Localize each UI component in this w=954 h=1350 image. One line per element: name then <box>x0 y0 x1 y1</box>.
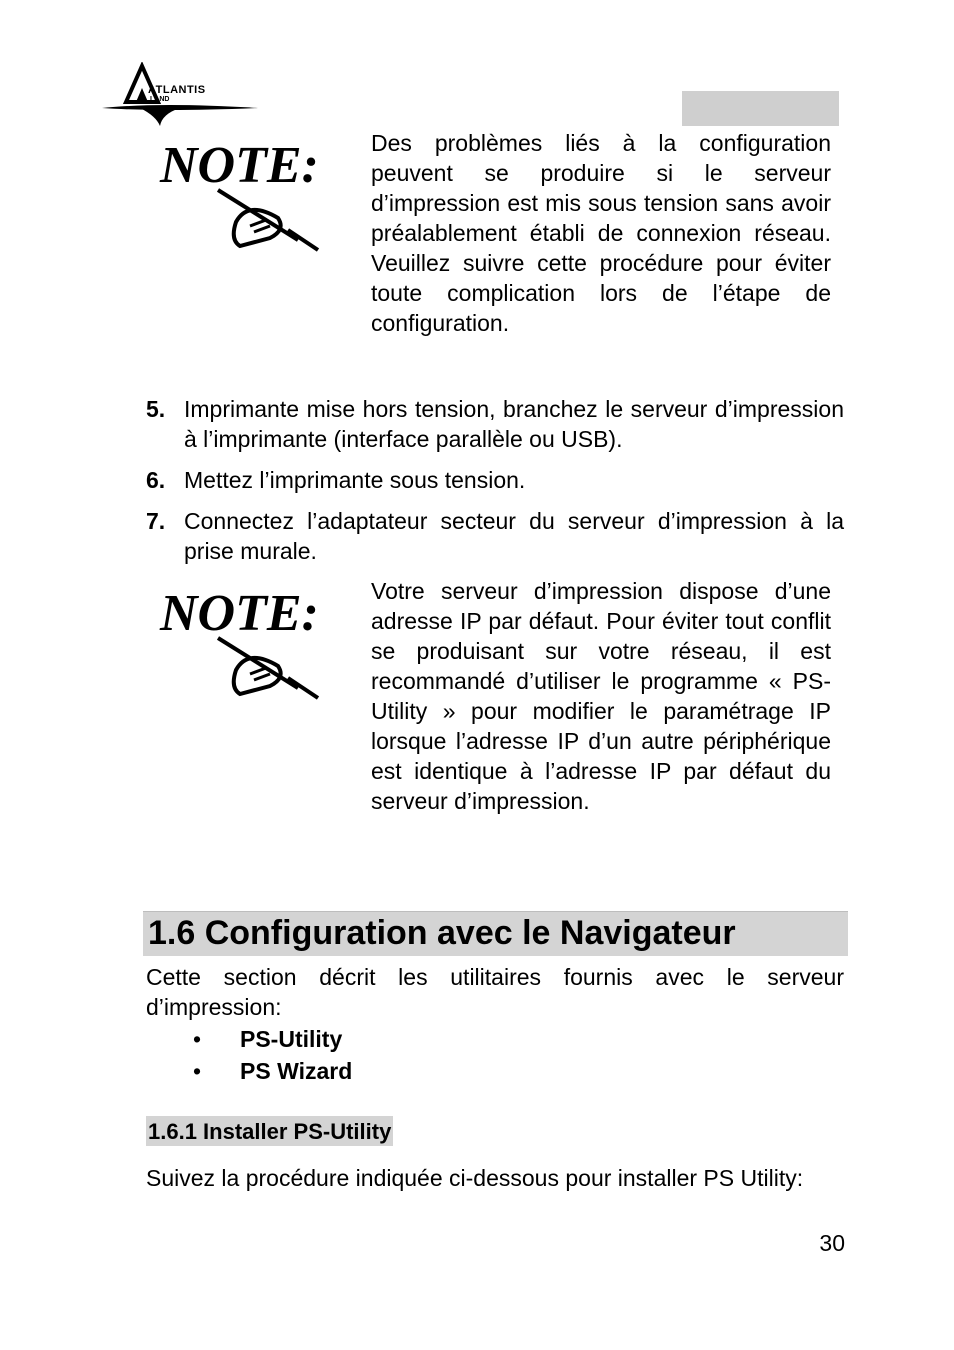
subsection-title: 1.6.1 Installer PS-Utility <box>146 1116 393 1146</box>
step-text: Connectez l’adaptateur secteur du serveur d’impression à la prise murale. <box>184 508 844 564</box>
atlantis-logo <box>100 62 260 126</box>
logo-text: ATLANTIS <box>148 84 206 96</box>
step-5 <box>146 394 844 454</box>
step-text: Imprimante mise hors tension, branchez le serveur d’impression à l’imprimante (interface parallèle ou USB). <box>184 396 844 452</box>
svg-text:NOTE:: NOTE: <box>160 137 319 194</box>
svg-text:NOTE:: NOTE: <box>160 585 319 642</box>
header-gray-box <box>682 91 839 126</box>
section-title: 1.6 Configuration avec le Navigateur <box>148 914 736 952</box>
bullet: • <box>193 1058 202 1084</box>
note-1-text: Des problèmes liés à la configuration peuvent se produire si le serveur d’impression est mis sous tension sans avoir préalablement établi de connexion réseau. Veuillez suivre cette procédure pour éviter toute complication lors de l’étape de configuration. <box>371 130 831 336</box>
step-number: 6. <box>146 467 166 493</box>
note-icon <box>158 578 328 703</box>
list-item <box>193 1056 352 1086</box>
step-6 <box>146 465 844 495</box>
bullet-label: PS-Utility <box>240 1026 343 1052</box>
note-icon <box>158 130 328 255</box>
step-number: 5. <box>146 396 166 422</box>
note-pen-icon <box>158 130 328 255</box>
step-number: 7. <box>146 508 166 534</box>
step-text: Mettez l’imprimante sous tension. <box>184 467 526 493</box>
note-2-text: Votre serveur d’impression dispose d’une adresse IP par défaut. Pour éviter tout conflit se produisant sur votre réseau, il est recommandé d’utiliser le programme « PS-Utility » pour modifier le paramétrage IP lorsque l’adresse IP d’un autre périphérique est identique à l’adresse IP par défaut du serveur d’impression. <box>371 578 831 814</box>
logo-subtext: LAND <box>150 96 170 103</box>
section-intro: Cette section décrit les utilitaires fournis avec le serveur d’impression: <box>146 964 844 1020</box>
bullet-label: PS Wizard <box>240 1058 353 1084</box>
bullet: • <box>193 1026 202 1052</box>
list-item <box>193 1024 342 1054</box>
subsection-text: Suivez la procédure indiquée ci-dessous pour installer PS Utility: <box>146 1165 804 1191</box>
note-pen-icon <box>158 578 328 703</box>
step-7 <box>146 506 844 566</box>
page-number: 30 <box>819 1230 845 1256</box>
